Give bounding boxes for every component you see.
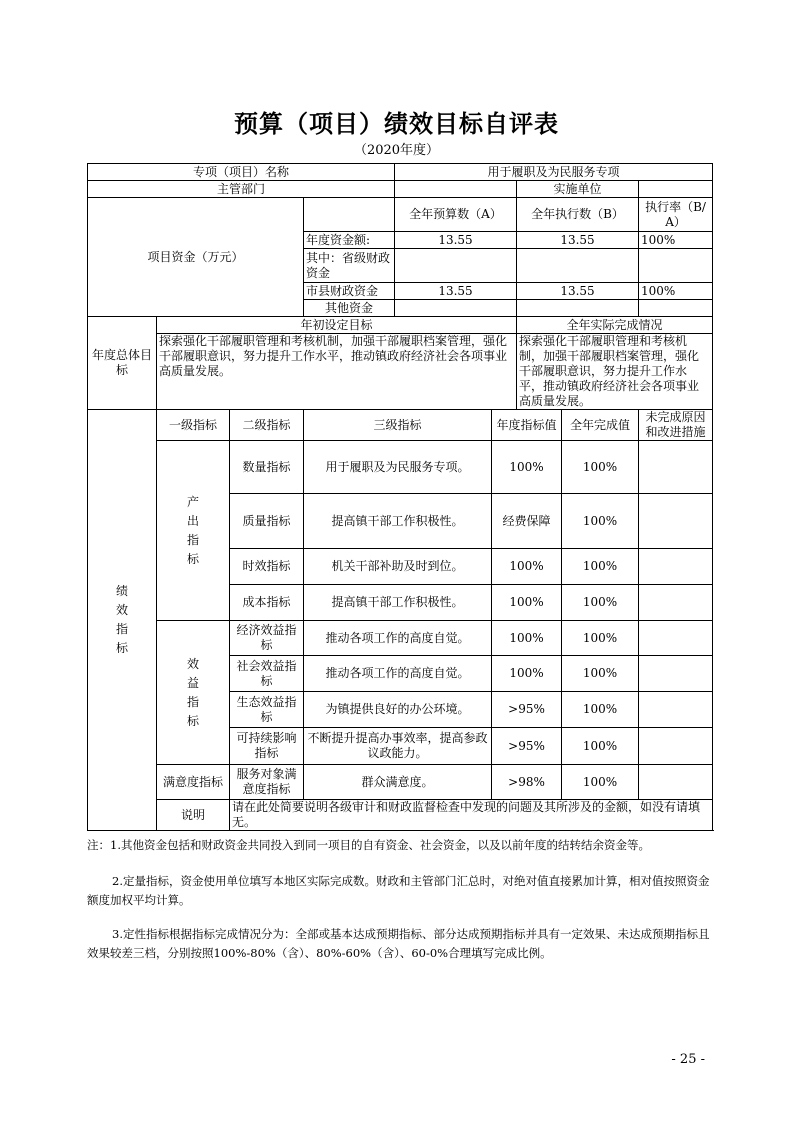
indicator-done: 100% <box>562 494 639 549</box>
funds-header-exec: 全年执行数（B） <box>517 198 639 232</box>
indicator-level2: 数量指标 <box>230 441 304 494</box>
indicator-target: >95% <box>492 692 562 728</box>
indicator-level3: 用于履职及为民服务专项。 <box>304 441 492 494</box>
funds-row-exec <box>517 249 639 283</box>
indicator-target: 100% <box>492 441 562 494</box>
indicator-level2: 社会效益指标 <box>230 656 304 692</box>
funds-header-blank <box>304 198 395 232</box>
indicator-reason <box>639 585 713 621</box>
indicator-level3: 为镇提供良好的办公环境。 <box>304 692 492 728</box>
indicator-level2: 经济效益指标 <box>230 621 304 656</box>
indicator-header-level2: 二级指标 <box>230 410 304 441</box>
funds-row-label: 其他资金 <box>304 300 395 317</box>
indicator-target: 100% <box>492 656 562 692</box>
note-2: 2.定量指标，资金使用单位填写本地区实际完成数。财政和主管部门汇总时，对绝对值直接累加计算，相对值按照资金额度加权平均计算。 <box>87 874 710 907</box>
indicator-header-done: 全年完成值 <box>562 410 639 441</box>
indicator-header-level1: 一级指标 <box>157 410 230 441</box>
indicator-reason <box>639 549 713 585</box>
dept-label: 主管部门 <box>88 181 395 198</box>
indicator-level3: 不断提升提高办事效率，提高参政议政能力。 <box>304 728 492 765</box>
page-number: - 25 - <box>671 1052 705 1067</box>
indicator-level3: 群众满意度。 <box>304 765 492 800</box>
funds-row-budget: 13.55 <box>395 232 517 249</box>
indicator-header-reason: 未完成原因和改进措施 <box>639 410 713 441</box>
indicator-reason <box>639 728 713 765</box>
indicator-target: 经费保障 <box>492 494 562 549</box>
page-subtitle: （2020年度） <box>353 143 440 158</box>
funds-row-label: 其中：省级财政资金 <box>304 249 395 283</box>
indicator-target: >98% <box>492 765 562 800</box>
funds-row-budget: 13.55 <box>395 283 517 300</box>
indicator-reason <box>639 621 713 656</box>
indicator-level3: 机关干部补助及时到位。 <box>304 549 492 585</box>
funds-row-rate: 100% <box>639 232 713 249</box>
indicator-done: 100% <box>562 692 639 728</box>
indicator-done: 100% <box>562 585 639 621</box>
funds-row-rate: 100% <box>639 283 713 300</box>
indicator-done: 100% <box>562 765 639 800</box>
page-title: 预算（项目）绩效目标自评表 <box>234 109 559 138</box>
indicator-target: 100% <box>492 585 562 621</box>
indicator-reason <box>639 441 713 494</box>
planned-goal-text: 探索强化干部履职管理和考核机制，加强干部履职档案管理，强化干部履职意识，努力提升工作水平，推动镇政府经济社会各项事业高质量发展。 <box>157 334 517 410</box>
project-name-label: 专项（项目）名称 <box>88 164 395 181</box>
indicator-header-target: 年度指标值 <box>492 410 562 441</box>
impl-unit-value <box>639 181 713 198</box>
indicator-done: 100% <box>562 656 639 692</box>
funds-row-exec: 13.55 <box>517 283 639 300</box>
funds-row-rate <box>639 300 713 317</box>
indicator-target: 100% <box>492 621 562 656</box>
indicator-target: >95% <box>492 728 562 765</box>
funds-row-label: 市县财政资金 <box>304 283 395 300</box>
project-name-value: 用于履职及为民服务专项 <box>395 164 713 181</box>
indicator-group-satisfaction: 满意度指标 <box>157 765 230 800</box>
funds-row-rate <box>639 249 713 283</box>
funds-row-label: 年度资金额: <box>304 232 395 249</box>
indicator-group-benefit: 效 益 指 标 <box>157 621 230 765</box>
note-1: 注：1.其他资金包括和财政资金共同投入到同一项目的自有资金、社会资金，以及以前年度的结转结余资金等。 <box>87 838 650 852</box>
planned-goal-header: 年初设定目标 <box>157 317 517 334</box>
actual-goal-text: 探索强化干部履职管理和考核机制，加强干部履职档案管理，强化干部履职意识，努力提升工作水平，推动镇政府经济社会各项事业高质量发展。 <box>517 334 713 410</box>
annual-goal-label: 年度总体目标 <box>88 317 157 410</box>
indicators-label: 绩 效 指 标 <box>88 410 157 831</box>
evaluation-table <box>87 163 713 831</box>
explain-text: 请在此处简要说明各级审计和财政监督检查中发现的问题及其所涉及的金额，如没有请填无。 <box>230 800 713 831</box>
indicator-level3: 推动各项工作的高度自觉。 <box>304 656 492 692</box>
indicator-level2: 质量指标 <box>230 494 304 549</box>
funds-row-budget <box>395 300 517 317</box>
dept-value <box>395 181 517 198</box>
indicator-level2: 时效指标 <box>230 549 304 585</box>
indicator-done: 100% <box>562 549 639 585</box>
indicator-level2: 成本指标 <box>230 585 304 621</box>
indicator-group-output: 产 出 指 标 <box>157 441 230 621</box>
funds-label: 项目资金（万元） <box>88 198 304 317</box>
indicator-level2: 可持续影响指标 <box>230 728 304 765</box>
indicator-level3: 提高镇干部工作积极性。 <box>304 494 492 549</box>
indicator-done: 100% <box>562 621 639 656</box>
funds-header-budget: 全年预算数（A） <box>395 198 517 232</box>
indicator-reason <box>639 692 713 728</box>
actual-goal-header: 全年实际完成情况 <box>517 317 713 334</box>
indicator-level3: 推动各项工作的高度自觉。 <box>304 621 492 656</box>
indicator-done: 100% <box>562 728 639 765</box>
indicator-reason <box>639 765 713 800</box>
note-3: 3.定性指标根据指标完成情况分为：全部或基本达成预期指标、部分达成预期指标并具有一定效果、未达成预期指标且效果较差三档，分别按照100%-80%（含）、80%-60%（含）、60-0%合理填写完成比例。 <box>87 927 710 960</box>
indicator-reason <box>639 494 713 549</box>
indicator-level3: 提高镇干部工作积极性。 <box>304 585 492 621</box>
explain-label: 说明 <box>157 800 230 831</box>
funds-header-rate: 执行率（B/A） <box>639 198 713 232</box>
funds-row-budget <box>395 249 517 283</box>
indicator-done: 100% <box>562 441 639 494</box>
indicator-target: 100% <box>492 549 562 585</box>
indicator-level2: 生态效益指标 <box>230 692 304 728</box>
funds-row-exec <box>517 300 639 317</box>
indicator-reason <box>639 656 713 692</box>
impl-unit-label: 实施单位 <box>517 181 639 198</box>
indicator-level2: 服务对象满意度指标 <box>230 765 304 800</box>
funds-row-exec: 13.55 <box>517 232 639 249</box>
indicator-header-level3: 三级指标 <box>304 410 492 441</box>
